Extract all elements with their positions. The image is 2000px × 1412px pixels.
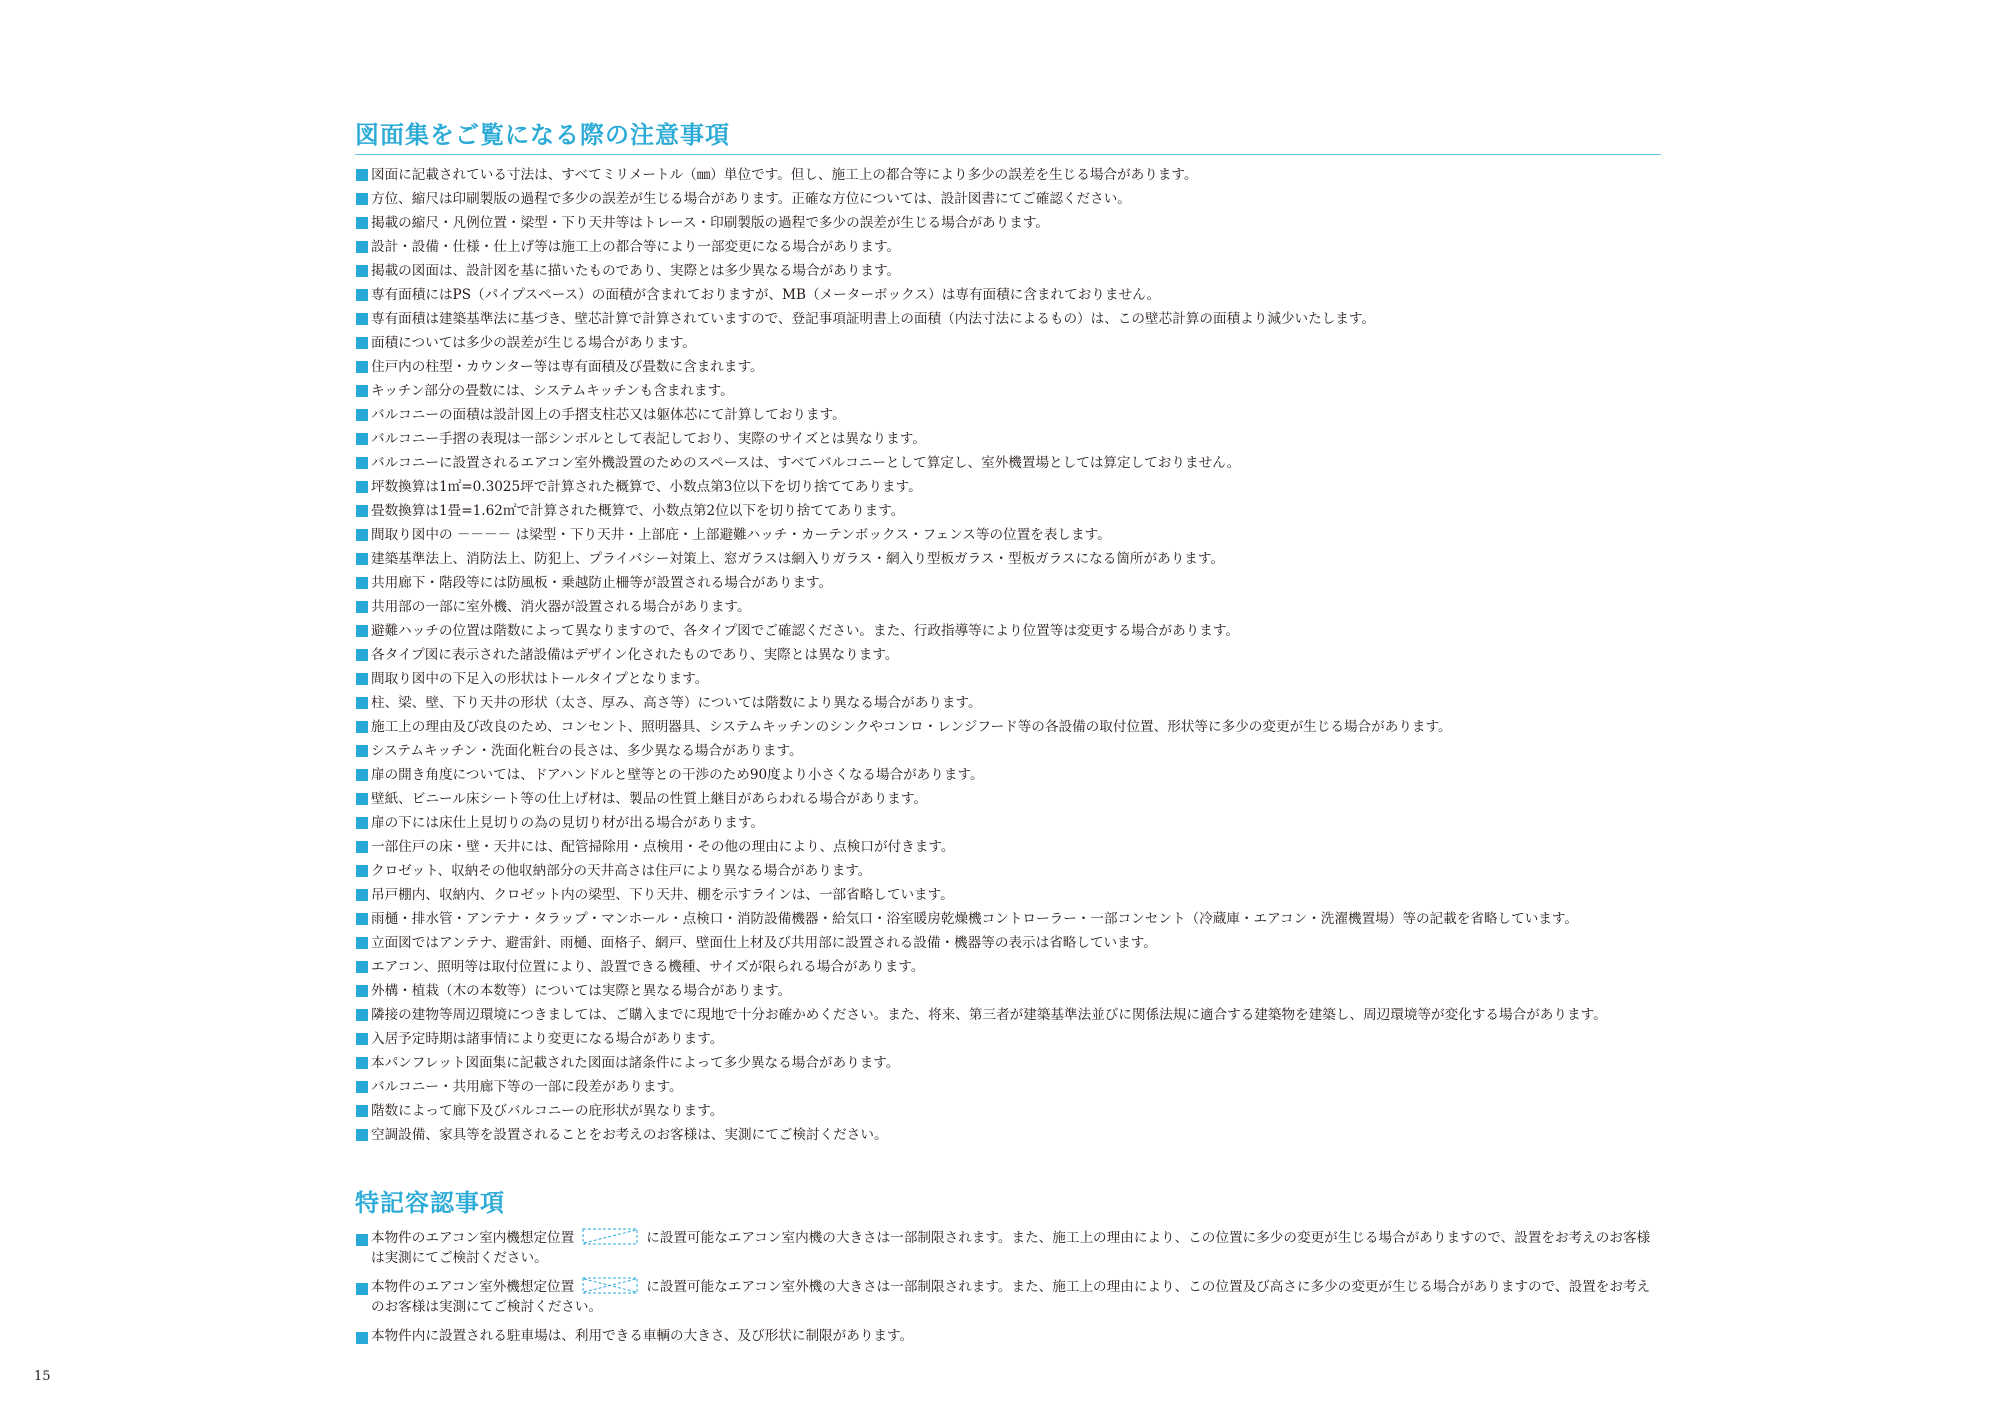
note-text: 住戸内の柱型・カウンター等は専有面積及び畳数に含まれます。	[371, 359, 764, 375]
square-bullet-icon	[356, 985, 368, 997]
square-bullet-icon	[356, 577, 368, 589]
square-bullet-icon	[356, 337, 368, 349]
note-item	[355, 715, 1661, 739]
square-bullet-icon	[356, 817, 368, 829]
square-bullet-icon	[356, 1332, 368, 1344]
note-text: 雨樋・排水管・アンテナ・タラップ・マンホール・点検口・消防設備機器・給気口・浴室暖房乾燥機コントローラー・一部コンセント（冷蔵庫・エアコン・洗濯機置場）等の記載を省略しています。	[371, 911, 1578, 927]
note-text: エアコン、照明等は取付位置により、設置できる機種、サイズが限られる場合があります。	[371, 959, 925, 975]
special-text-after: に設置可能なエアコン室内機の大きさは一部制限されます。また、施工上の理由により、この位置に多少の変更が生じる場合がありますので、設置をお考えのお客様は実測にてご検討ください。	[371, 1230, 1651, 1266]
square-bullet-icon	[356, 1009, 368, 1021]
square-bullet-icon	[356, 1105, 368, 1117]
square-bullet-icon	[356, 697, 368, 709]
note-item	[355, 451, 1661, 475]
note-item	[355, 931, 1661, 955]
note-item	[355, 763, 1661, 787]
square-bullet-icon	[356, 1033, 368, 1045]
square-bullet-icon	[356, 649, 368, 661]
square-bullet-icon	[356, 409, 368, 421]
note-text: バルコニーの面積は設計図上の手摺支柱芯又は躯体芯にて計算しております。	[371, 407, 846, 423]
note-item	[355, 859, 1661, 883]
square-bullet-icon	[356, 1129, 368, 1141]
square-bullet-icon	[356, 769, 368, 781]
note-text: 建築基準法上、消防法上、防犯上、プライバシー対策上、窓ガラスは網入りガラス・網入り型板ガラス・型板ガラスになる箇所があります。	[371, 551, 1225, 567]
note-item	[355, 523, 1661, 547]
note-item	[355, 667, 1661, 691]
square-bullet-icon	[356, 361, 368, 373]
square-bullet-icon	[356, 841, 368, 853]
note-text: 避難ハッチの位置は階数によって異なりますので、各タイプ図でご確認ください。また、行政指導等により位置等は変更する場合があります。	[371, 623, 1239, 639]
special-text-before: 本物件のエアコン室外機想定位置	[371, 1279, 575, 1295]
note-item	[355, 187, 1661, 211]
square-bullet-icon	[356, 625, 368, 637]
square-bullet-icon	[356, 529, 368, 541]
note-text: 柱、梁、壁、下り天井の形状（太さ、厚み、高さ等）については階数により異なる場合があります。	[371, 695, 982, 711]
special-list	[355, 1228, 1661, 1346]
note-item	[355, 1051, 1661, 1075]
note-item	[355, 355, 1661, 379]
note-text: 扉の開き角度については、ドアハンドルと壁等との干渉のため90度より小さくなる場合があります。	[371, 767, 984, 783]
square-bullet-icon	[356, 865, 368, 877]
note-text: バルコニーに設置されるエアコン室外機設置のためのスペースは、すべてバルコニーとして算定し、室外機置場としては算定しておりません。	[371, 455, 1241, 471]
note-item	[355, 835, 1661, 859]
note-item	[355, 883, 1661, 907]
note-item	[355, 1003, 1661, 1027]
note-item	[355, 571, 1661, 595]
square-bullet-icon	[356, 457, 368, 469]
note-text: バルコニー手摺の表現は一部シンボルとして表記しており、実際のサイズとは異なります。	[371, 431, 926, 447]
note-item	[355, 379, 1661, 403]
square-bullet-icon	[356, 217, 368, 229]
note-item	[355, 163, 1661, 187]
note-text: 本パンフレット図面集に記載された図面は諸条件によって多少異なる場合があります。	[371, 1055, 900, 1071]
note-item	[355, 499, 1661, 523]
square-bullet-icon	[356, 193, 368, 205]
note-text: 扉の下には床仕上見切りの為の見切り材が出る場合があります。	[371, 815, 765, 831]
note-item	[355, 811, 1661, 835]
special-section-title: 特記容認事項	[355, 1189, 505, 1217]
square-bullet-icon	[356, 913, 368, 925]
page-number: 15	[34, 1369, 51, 1384]
note-item	[355, 403, 1661, 427]
special-section	[355, 1186, 1661, 1355]
note-item	[355, 427, 1661, 451]
square-bullet-icon	[356, 505, 368, 517]
special-text-before: 本物件内に設置される駐車場は、利用できる車輌の大きさ、及び形状に制限があります。	[371, 1328, 914, 1344]
note-text: 掲載の縮尺・凡例位置・梁型・下り天井等はトレース・印刷製版の過程で多少の誤差が生じる場合があります。	[371, 215, 1049, 231]
note-text: 坪数換算は1㎡=0.3025坪で計算された概算で、小数点第3位以下を切り捨ててあります。	[371, 479, 922, 495]
note-item	[355, 307, 1661, 331]
note-item	[355, 1027, 1661, 1051]
square-bullet-icon	[356, 889, 368, 901]
square-bullet-icon	[356, 1057, 368, 1069]
note-item	[355, 475, 1661, 499]
square-bullet-icon	[356, 673, 368, 685]
square-bullet-icon	[356, 745, 368, 757]
note-item	[355, 907, 1661, 931]
special-item	[355, 1326, 1661, 1346]
note-text: キッチン部分の畳数には、システムキッチンも含まれます。	[371, 383, 734, 399]
notes-section-title: 図面集をご覧になる際の注意事項	[355, 121, 730, 149]
square-bullet-icon	[356, 1081, 368, 1093]
note-item	[355, 547, 1661, 571]
note-text: 立面図ではアンテナ、避雷針、雨樋、面格子、網戸、壁面仕上材及び共用部に設置される設備・機器等の表示は省略しています。	[371, 935, 1157, 951]
note-text: バルコニー・共用廊下等の一部に段差があります。	[371, 1079, 683, 1095]
notes-list	[355, 163, 1661, 1147]
outdoor-unit-symbol-icon	[582, 1277, 638, 1294]
square-bullet-icon	[356, 241, 368, 253]
note-item	[355, 643, 1661, 667]
note-text: 掲載の図面は、設計図を基に描いたものであり、実際とは多少異なる場合があります。	[371, 263, 901, 279]
note-item	[355, 1075, 1661, 1099]
note-text: 共用部の一部に室外機、消火器が設置される場合があります。	[371, 599, 751, 615]
note-item	[355, 619, 1661, 643]
square-bullet-icon	[356, 313, 368, 325]
note-text: 外構・植栽（木の本数等）については実際と異なる場合があります。	[371, 983, 792, 999]
note-text: 面積については多少の誤差が生じる場合があります。	[371, 335, 696, 351]
square-bullet-icon	[356, 433, 368, 445]
note-item	[355, 955, 1661, 979]
note-item	[355, 331, 1661, 355]
note-item	[355, 283, 1661, 307]
note-item	[355, 979, 1661, 1003]
note-text: 吊戸棚内、収納内、クロゼット内の梁型、下り天井、棚を示すラインは、一部省略しています。	[371, 887, 954, 903]
square-bullet-icon	[356, 721, 368, 733]
note-item	[355, 259, 1661, 283]
note-text: システムキッチン・洗面化粧台の長さは、多少異なる場合があります。	[371, 743, 803, 759]
note-text: 専有面積にはPS（パイプスペース）の面積が含まれておりますが、MB（メーターボックス）は専有面積に含まれておりません。	[371, 287, 1161, 303]
notes-section	[355, 118, 1661, 1147]
note-text: 設計・設備・仕様・仕上げ等は施工上の都合等により一部変更になる場合があります。	[371, 239, 901, 255]
note-item	[355, 211, 1661, 235]
note-text: 階数によって廊下及びバルコニーの庇形状が異なります。	[371, 1103, 724, 1119]
note-text: 間取り図中の －－－－ は梁型・下り天井・上部庇・上部避難ハッチ・カーテンボックス・フェンス等の位置を表します。	[371, 527, 1111, 543]
note-text: 専有面積は建築基準法に基づき、壁芯計算で計算されていますので、登記事項証明書上の面積（内法寸法によるもの）は、この壁芯計算の面積より減少いたします。	[371, 311, 1376, 327]
note-text: 方位、縮尺は印刷製版の過程で多少の誤差が生じる場合があります。正確な方位については、設計図書にてご確認ください。	[371, 191, 1131, 207]
note-item	[355, 595, 1661, 619]
note-text: 壁紙、ビニール床シート等の仕上げ材は、製品の性質上継目があらわれる場合があります。	[371, 791, 927, 807]
note-item	[355, 1123, 1661, 1147]
note-text: 施工上の理由及び改良のため、コンセント、照明器具、システムキッチンのシンクやコンロ・レンジフード等の各設備の取付位置、形状等に多少の変更が生じる場合があります。	[371, 719, 1452, 735]
note-text: 一部住戸の床・壁・天井には、配管掃除用・点検用・その他の理由により、点検口が付きます。	[371, 839, 955, 855]
square-bullet-icon	[356, 601, 368, 613]
note-item	[355, 691, 1661, 715]
note-text: 間取り図中の下足入の形状はトールタイプとなります。	[371, 671, 709, 687]
square-bullet-icon	[356, 385, 368, 397]
note-item	[355, 739, 1661, 763]
note-item	[355, 787, 1661, 811]
indoor-unit-symbol-icon	[582, 1228, 638, 1245]
special-item	[355, 1228, 1661, 1268]
square-bullet-icon	[356, 289, 368, 301]
special-item	[355, 1277, 1661, 1317]
square-bullet-icon	[356, 793, 368, 805]
square-bullet-icon	[356, 169, 368, 181]
square-bullet-icon	[356, 481, 368, 493]
square-bullet-icon	[356, 1283, 368, 1295]
note-text: 隣接の建物等周辺環境につきましては、ご購入までに現地で十分お確かめください。また、将来、第三者が建築基準法並びに関係法規に適合する建築物を建築し、周辺環境等が変化する場合があります。	[371, 1007, 1607, 1023]
special-text-before: 本物件のエアコン室内機想定位置	[371, 1230, 575, 1246]
note-item	[355, 235, 1661, 259]
note-item	[355, 1099, 1661, 1123]
square-bullet-icon	[356, 265, 368, 277]
square-bullet-icon	[356, 1234, 368, 1246]
title-rule	[355, 154, 1661, 155]
note-text: 共用廊下・階段等には防風板・乗越防止柵等が設置される場合があります。	[371, 575, 833, 591]
square-bullet-icon	[356, 553, 368, 565]
note-text: 図面に記載されている寸法は、すべてミリメートル（㎜）単位です。但し、施工上の都合等により多少の誤差を生じる場合があります。	[371, 167, 1198, 183]
note-text: 入居予定時期は諸事情により変更になる場合があります。	[371, 1031, 724, 1047]
square-bullet-icon	[356, 961, 368, 973]
special-text-after: に設置可能なエアコン室外機の大きさは一部制限されます。また、施工上の理由により、この位置及び高さに多少の変更が生じる場合がありますので、設置をお考えのお客様は実測にてご検討ください。	[371, 1279, 1651, 1315]
note-text: 空調設備、家具等を設置されることをお考えのお客様は、実測にてご検討ください。	[371, 1127, 888, 1143]
note-text: 畳数換算は1畳=1.62㎡で計算された概算で、小数点第2位以下を切り捨ててあります。	[371, 503, 905, 519]
note-text: 各タイプ図に表示された諸設備はデザイン化されたものであり、実際とは異なります。	[371, 647, 899, 663]
square-bullet-icon	[356, 937, 368, 949]
note-text: クロゼット、収納その他収納部分の天井高さは住戸により異なる場合があります。	[371, 863, 872, 879]
